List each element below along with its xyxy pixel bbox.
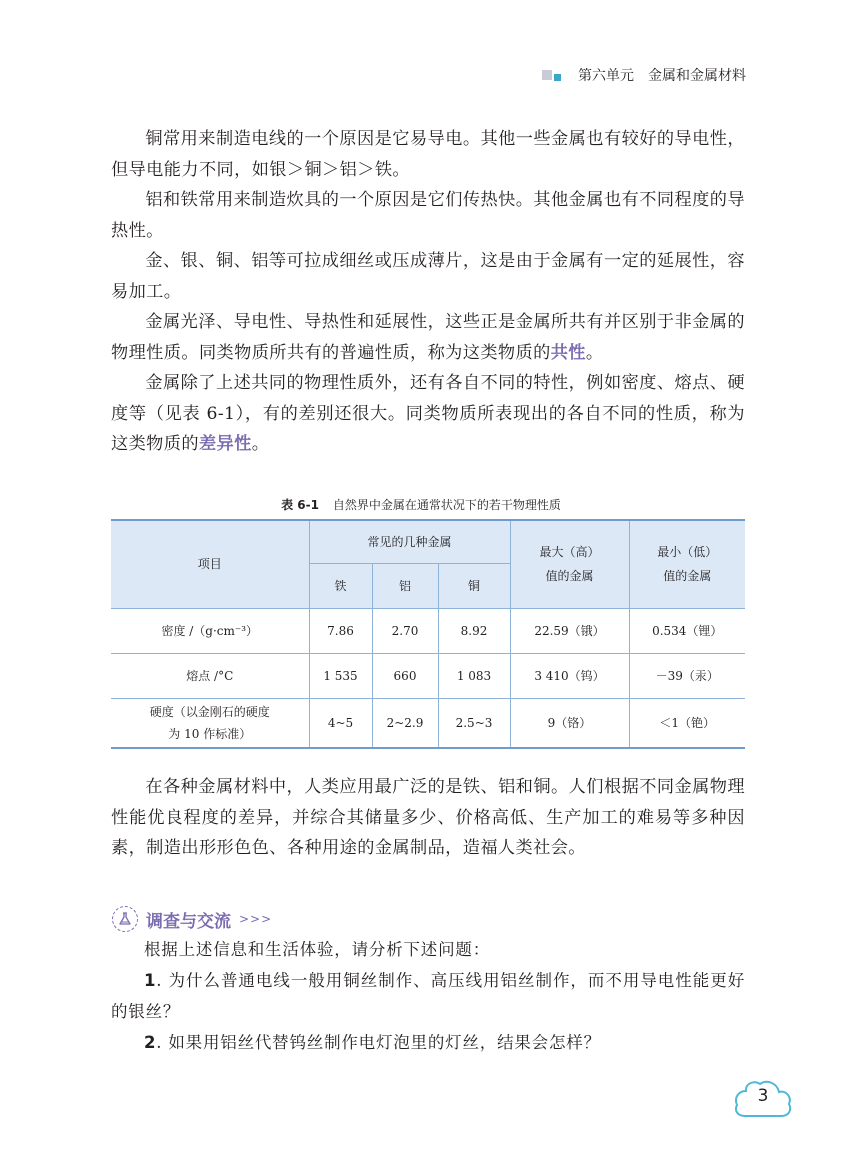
page-number: 3 bbox=[757, 1086, 769, 1106]
paragraph-conductivity: 铜常用来制造电线的一个原因是它易导电。其他一些金属也有较好的导电性，但导电能力不同，如银＞铜＞铝＞铁。 bbox=[111, 129, 745, 180]
table-row-density bbox=[111, 608, 745, 653]
conclusion-text bbox=[111, 772, 745, 864]
cell-copper: 2.5~3 bbox=[438, 698, 510, 748]
inquiry-arrows: >>> bbox=[239, 912, 273, 926]
page-number-badge bbox=[733, 1076, 793, 1120]
running-header bbox=[542, 64, 746, 86]
paragraph-ductility: 金、银、铜、铝等可拉成细丝或压成薄片，这是由于金属有一定的延展性，容易加工。 bbox=[111, 251, 745, 302]
paragraph-conclusion: 在各种金属材料中，人类应用最广泛的是铁、铝和铜。人们根据不同金属物理性能优良程度的差异，并综合其储量多少、价格高低、生产加工的难易等多种因素，制造出形形色色、各种用途的金属制品，造福人类社会。 bbox=[111, 777, 745, 858]
table-caption bbox=[0, 496, 842, 513]
header-square-icon bbox=[542, 68, 564, 82]
paragraph-difference: 金属除了上述共同的物理性质外，还有各自不同的特性，例如密度、熔点、硬度等（见表 6-1），有的差别还很大。同类物质所表现出的各自不同的性质，称为这类物质的差异性。 bbox=[111, 373, 745, 454]
cell-max: 3 410（钨） bbox=[510, 653, 629, 698]
header-item: 项目 bbox=[111, 520, 309, 608]
cell-aluminum: 660 bbox=[372, 653, 438, 698]
cell-copper: 1 083 bbox=[438, 653, 510, 698]
table-number: 表 6-1 bbox=[281, 498, 319, 512]
table-row-melting-point bbox=[111, 653, 745, 698]
question-1: 1. 为什么普通电线一般用铜丝制作、高压线用铝丝制作，而不用导电性能更好的银丝？ bbox=[111, 971, 745, 1021]
term-difference: 差异性 bbox=[198, 434, 252, 454]
header-min: 最小（低） 值的金属 bbox=[629, 520, 745, 608]
metal-properties-table bbox=[111, 519, 745, 749]
cell-min: －39（汞） bbox=[629, 653, 745, 698]
unit-title: 金属和金属材料 bbox=[648, 68, 746, 84]
inquiry-title: 调查与交流 bbox=[146, 911, 231, 932]
cell-aluminum: 2~2.9 bbox=[372, 698, 438, 748]
inquiry-prompt: 根据上述信息和生活体验，请分析下述问题： bbox=[144, 940, 490, 959]
question-2: 2. 如果用铝丝代替钨丝制作电灯泡里的灯丝，结果会怎样？ bbox=[144, 1033, 601, 1052]
table-title: 自然界中金属在通常状况下的若干物理性质 bbox=[332, 498, 561, 512]
paragraph-common-property: 金属光泽、导电性、导热性和延展性，这些正是金属所共有并区别于非金属的物理性质。同类物质所共有的普遍性质，称为这类物质的共性。 bbox=[111, 312, 745, 363]
cell-iron: 1 535 bbox=[309, 653, 372, 698]
cell-iron: 4~5 bbox=[309, 698, 372, 748]
header-common-metals: 常见的几种金属 bbox=[309, 520, 510, 563]
cell-max: 22.59（锇） bbox=[510, 608, 629, 653]
term-common-property: 共性 bbox=[550, 342, 586, 363]
inquiry-section-heading bbox=[112, 904, 272, 934]
row-label: 熔点 /°C bbox=[111, 653, 309, 698]
intro-text bbox=[111, 124, 745, 460]
table-row-hardness bbox=[111, 698, 745, 748]
cell-iron: 7.86 bbox=[309, 608, 372, 653]
cell-min: ＜1（铯） bbox=[629, 698, 745, 748]
row-label: 硬度（以金刚石的硬度 为 10 作标准） bbox=[111, 698, 309, 748]
cell-max: 9（铬） bbox=[510, 698, 629, 748]
cell-aluminum: 2.70 bbox=[372, 608, 438, 653]
cell-min: 0.534（锂） bbox=[629, 608, 745, 653]
cell-copper: 8.92 bbox=[438, 608, 510, 653]
row-label: 密度 /（g·cm⁻³） bbox=[111, 608, 309, 653]
header-copper: 铜 bbox=[438, 563, 510, 608]
flask-icon bbox=[112, 906, 138, 932]
paragraph-heat: 铝和铁常用来制造炊具的一个原因是它们传热快。其他金属也有不同程度的导热性。 bbox=[111, 190, 745, 241]
header-iron: 铁 bbox=[309, 563, 372, 608]
unit-number: 第六单元 bbox=[578, 68, 634, 84]
header-max: 最大（高） 值的金属 bbox=[510, 520, 629, 608]
inquiry-questions bbox=[111, 934, 745, 1058]
header-aluminum: 铝 bbox=[372, 563, 438, 608]
